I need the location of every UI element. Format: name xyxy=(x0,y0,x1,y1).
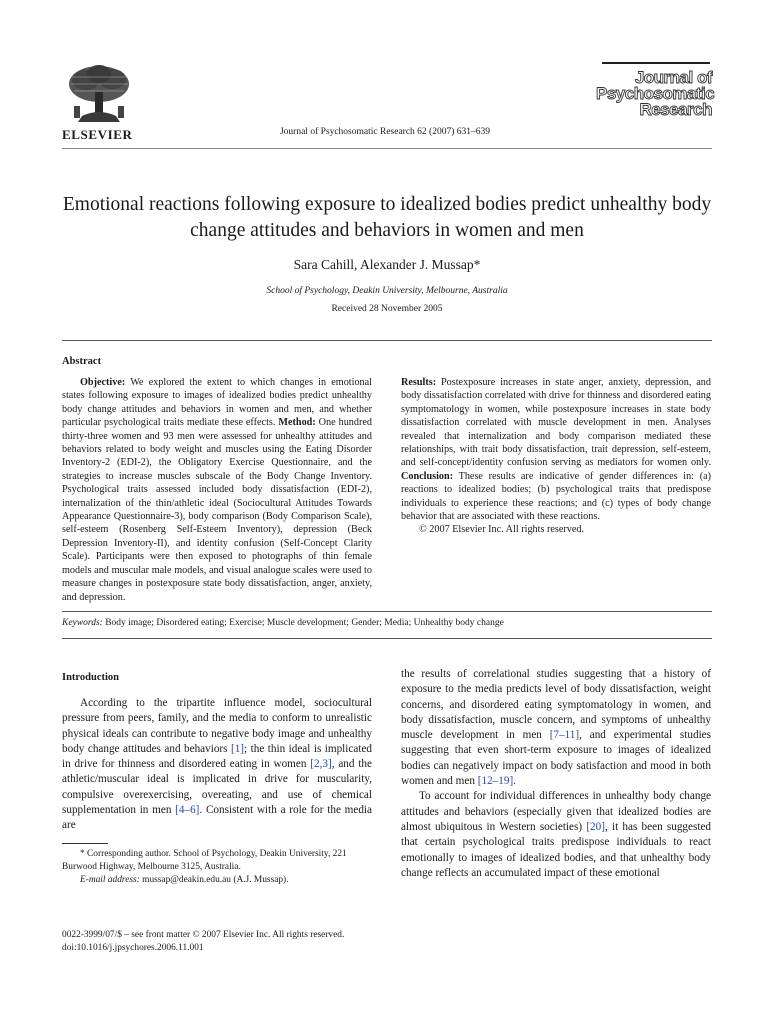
abstract-bottom-divider xyxy=(62,611,712,612)
citation-link[interactable]: [20] xyxy=(586,820,605,833)
conclusion-label: Conclusion: xyxy=(401,470,454,482)
author-affiliation: School of Psychology, Deakin University, Melbourne, Australia xyxy=(266,286,508,296)
journal-logo xyxy=(596,68,715,119)
header-divider xyxy=(62,148,712,149)
article-title: Emotional reactions following exposure to idealized bodies predict unhealthy body change attitudes and behaviors in women and men xyxy=(62,194,712,241)
citation-link[interactable]: [1] xyxy=(230,742,245,755)
email-note xyxy=(62,874,372,887)
citation-link[interactable]: [7–11] xyxy=(549,729,580,742)
elsevier-tree-logo xyxy=(62,62,136,126)
intro-paragraph-1-cont xyxy=(401,667,711,789)
journal-logo-line-2: Psychosomatic xyxy=(596,84,715,103)
body-column-right xyxy=(401,667,711,881)
citation-link[interactable]: [4–6] xyxy=(175,804,200,817)
citation-link[interactable]: [2,3] xyxy=(310,758,332,771)
citation-link[interactable]: [12–19] xyxy=(477,775,514,788)
conclusion-text: These results are indicative of gender differences in: (a) reactions to idealized bodies; (b) psychological traits that predispose individuals to experience these reactions; and (c) types of body change behavior that are associated with these reactions. xyxy=(401,470,711,523)
results-text: Postexposure increases in state anger, anxiety, depression, and body dissatisfaction correlated with drive for thinness and disordered eating symptomatology in women, while postexposure increases in state body dissatisfaction correlated with muscle development in men. Analyses revealed that internalization and body comparison mediated these relationships, with trait body dissatisfaction, trait depression, self-esteem, and self-concept/identity confusion serving as mediators for women only. xyxy=(401,377,711,469)
intro-text: To account for individual differences in unhealthy body change attitudes and behaviors (especially given that idealized bodies are almost ubiquitous in Western societies) xyxy=(401,790,711,833)
footnote-rule xyxy=(62,843,108,844)
article-authors: Sara Cahill, Alexander J. Mussap* xyxy=(293,257,481,272)
intro-paragraph-1 xyxy=(62,696,372,834)
abstract-text-cont xyxy=(401,376,711,523)
journal-logo-line-3: Research xyxy=(639,100,712,119)
abstract-top-divider xyxy=(62,340,712,341)
intro-text: the results of correlational studies suggesting that a history of exposure to the media predicts level of body dissatisfaction, weight concerns, and disordered eating symptomatology in women, and body dissatisfaction, muscle concern, and symptoms of unhealthy muscle development in men xyxy=(401,668,711,742)
intro-text: ; the thin ideal is implicated in drive for thinness and disordered eating in women xyxy=(62,742,373,771)
intro-text: . Consistent with a role for the media are xyxy=(62,804,372,832)
keywords-divider xyxy=(62,638,712,639)
corresponding-author-note: * Corresponding author. School of Psychology, Deakin University, 221 Burwood Highway, Melbourne 3125, Australia. xyxy=(62,849,347,872)
abstract-column-right xyxy=(401,376,711,537)
footnote xyxy=(62,848,372,887)
introduction-heading: Introduction xyxy=(62,672,119,683)
email-address[interactable]: mussap@deakin.edu.au (A.J. Mussap). xyxy=(139,875,289,885)
results-label: Results: xyxy=(401,377,437,388)
issn-line: 0022-3999/07/$ – see front matter © 2007 Elsevier Inc. All rights reserved. xyxy=(62,930,345,940)
method-text: One hundred thirty-three women and 93 men were assessed for unhealthy attitudes and behaviors related to body weight and muscles using the Eating Disorder Inventory-2 (EDI-2), the Obligatory Exercise Questionnaire, and the strategies to increase muscles subscale of the Body Change Inventory. Psychological traits assessed included body dissatisfaction (EDI-2), internalization of the thin/athletic ideal (Sociocultural Attitudes Towards Appearance Questionnaire-3), body comparison (Body Comparison Scale), self-esteem (Rosenberg Self-Esteem Inventory), depression (Beck Depression Inventory-II), and identity confusion (Self-Concept Clarity Scale). Participants were then exposed to photographs of thin female models and muscular male models, and visual analogue scales were used to measure changes in postexposure state body dissatisfaction, anger, anxiety, and depression. xyxy=(62,417,372,603)
copyright-doi xyxy=(62,929,392,955)
abstract-column-left xyxy=(62,376,372,604)
doi-line[interactable]: doi:10.1016/j.jpsychores.2006.11.001 xyxy=(62,943,204,953)
intro-text: , it has been suggested that certain psychological traits predispose individuals to react emotionally to images of idealized bodies, and that unhealthy body change reflects an accumulated impact of these emotional xyxy=(401,820,712,879)
abstract-copyright: © 2007 Elsevier Inc. All rights reserved. xyxy=(419,524,585,536)
publisher-name: ELSEVIER xyxy=(62,127,133,142)
method-label: Method: xyxy=(278,417,316,429)
intro-paragraph-2 xyxy=(401,789,711,881)
objective-label: Objective: xyxy=(80,377,126,388)
journal-citation: Journal of Psychosomatic Research 62 (2007) 631–639 xyxy=(279,127,491,137)
body-column-left xyxy=(62,696,372,834)
journal-logo-line-1: Journal of xyxy=(634,68,712,87)
intro-text: , and the athletic/muscular ideal is implicated in drive for muscularity, compulsive overexercising, overeating, and use of chemical supplementation in men xyxy=(62,758,372,817)
intro-text: . xyxy=(513,775,516,788)
intro-text: According to the tripartite influence model, sociocultural pressure from peers, family, and the media to conform to unrealistic physical ideals can contribute to negative body image and unhealthy body change attitudes and behaviors xyxy=(62,697,372,755)
keywords-text: Body image; Disordered eating; Exercise; Muscle development; Gender; Media; Unhealthy body change xyxy=(102,618,504,628)
keywords-label: Keywords: xyxy=(62,618,103,628)
keywords xyxy=(62,618,712,628)
email-label: E-mail address: xyxy=(80,875,140,885)
received-date: Received 28 November 2005 xyxy=(331,304,443,314)
abstract-heading: Abstract xyxy=(62,356,102,367)
journal-logo-rule xyxy=(602,62,710,64)
intro-text: , and experimental studies suggesting that even short-term exposure to images of idealized bodies can negatively impact on body satisfaction and mood in both women and men xyxy=(401,729,711,788)
abstract-text xyxy=(62,376,372,604)
objective-text: We explored the extent to which changes in emotional states following exposure to images of idealized bodies predict unhealthy body change attitudes and behaviors in women and men, and whether particular psychological traits mediate these effects. xyxy=(62,377,372,429)
